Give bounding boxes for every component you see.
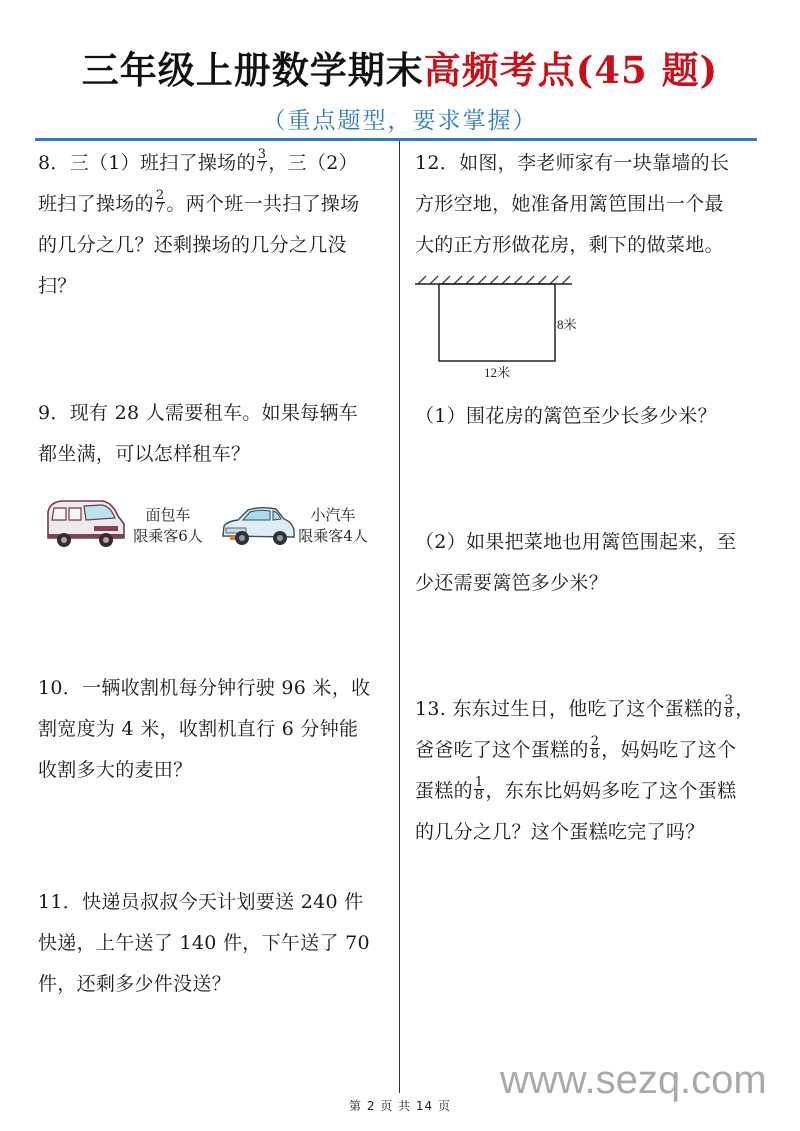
question-11-line-2: 快递，上午送了 140 件，下午送了 70	[38, 932, 370, 954]
car-info	[293, 505, 373, 547]
question-13-line-1: 13. 东东过生日，他吃了这个蛋糕的 $\frac{3}{8}$ ，	[415, 692, 755, 721]
fraction: $\frac{2}{8}$	[590, 733, 600, 762]
question-10-line-1: 10．一辆收割机每分钟行驶 96 米，收	[38, 677, 371, 699]
question-10	[38, 668, 388, 791]
fraction: $\frac{3}{8}$	[724, 692, 734, 721]
question-9-line-1: 9．现有 28 人需要租车。如果每辆车	[38, 402, 359, 424]
question-11-line-3: 件，还剩多少件没送？	[38, 973, 232, 995]
question-9	[38, 393, 388, 475]
width-label: 12米	[484, 365, 511, 380]
question-13-line-2: 爸爸吃了这个蛋糕的 $\frac{2}{8}$ ，妈妈吃了这个	[415, 733, 737, 762]
question-12-part-1: （1）围花房的篱笆至少长多少米？	[415, 405, 717, 427]
fraction: $\frac{1}{8}$	[474, 774, 484, 803]
question-8	[38, 143, 388, 307]
question-10-line-3: 收割多大的麦田？	[38, 759, 193, 781]
question-8-line-3: 的几分之几？还剩操场的几分之几没	[38, 234, 347, 256]
van-icon	[44, 496, 129, 552]
van-name: 面包车	[145, 506, 191, 524]
question-11	[38, 882, 388, 1005]
car-name: 小汽车	[310, 506, 356, 524]
question-13-line-3: 蛋糕的 $\frac{1}{8}$ ，东东比妈妈多吃了这个蛋糕	[415, 774, 737, 803]
van-info	[128, 505, 208, 547]
page-subtitle: （重点题型，要求掌握）	[262, 108, 538, 134]
title-accent: 高频考点(45 题)	[423, 48, 719, 92]
question-13-line-4: 的几分之几？这个蛋糕吃完了吗？	[415, 821, 705, 843]
question-10-line-2: 割宽度为 4 米，收割机直行 6 分钟能	[38, 718, 359, 740]
height-label: 8米	[557, 317, 577, 332]
page-title	[0, 44, 800, 96]
watermark: www.sezq.com	[500, 1058, 767, 1102]
fraction: $\frac{2}{7}$	[155, 187, 165, 216]
car-capacity: 限乘客4人	[298, 527, 368, 545]
van-capacity: 限乘客6人	[133, 527, 203, 545]
question-9-line-2: 都坐满，可以怎样租车？	[38, 443, 251, 465]
column-divider	[399, 141, 400, 1093]
title-main: 三年级上册数学期末	[81, 48, 424, 92]
question-12-part-2-line-1: （2）如果把菜地也用篱笆围起来，至	[415, 531, 737, 553]
car-icon	[220, 502, 296, 548]
fraction: $\frac{3}{7}$	[257, 146, 267, 175]
question-12	[415, 143, 770, 266]
page-indicator: 第 2 页 共 14 页	[349, 1099, 451, 1113]
question-11-line-1: 11．快递员叔叔今天计划要送 240 件	[38, 891, 364, 913]
question-8-line-2: 班扫了操场的 $\frac{2}{7}$ 。两个班一共扫了操场	[38, 187, 360, 216]
question-13	[415, 689, 770, 853]
question-8-line-1: 8．三（1）班扫了操场的 $\frac{3}{7}$ ，三（2）	[38, 146, 358, 175]
question-12-line-1: 12．如图，李老师家有一块靠墙的长	[415, 152, 730, 174]
question-12-line-2: 方形空地，她准备用篱笆围出一个最	[415, 193, 724, 215]
question-8-line-4: 扫？	[38, 275, 77, 297]
question-12-line-3: 大的正方形做花房，剩下的做菜地。	[415, 234, 724, 256]
question-12-part-2-line-2: 少还需要篱笆多少米？	[415, 572, 609, 594]
header-rule	[35, 138, 757, 141]
question-12-part-2	[415, 522, 770, 604]
